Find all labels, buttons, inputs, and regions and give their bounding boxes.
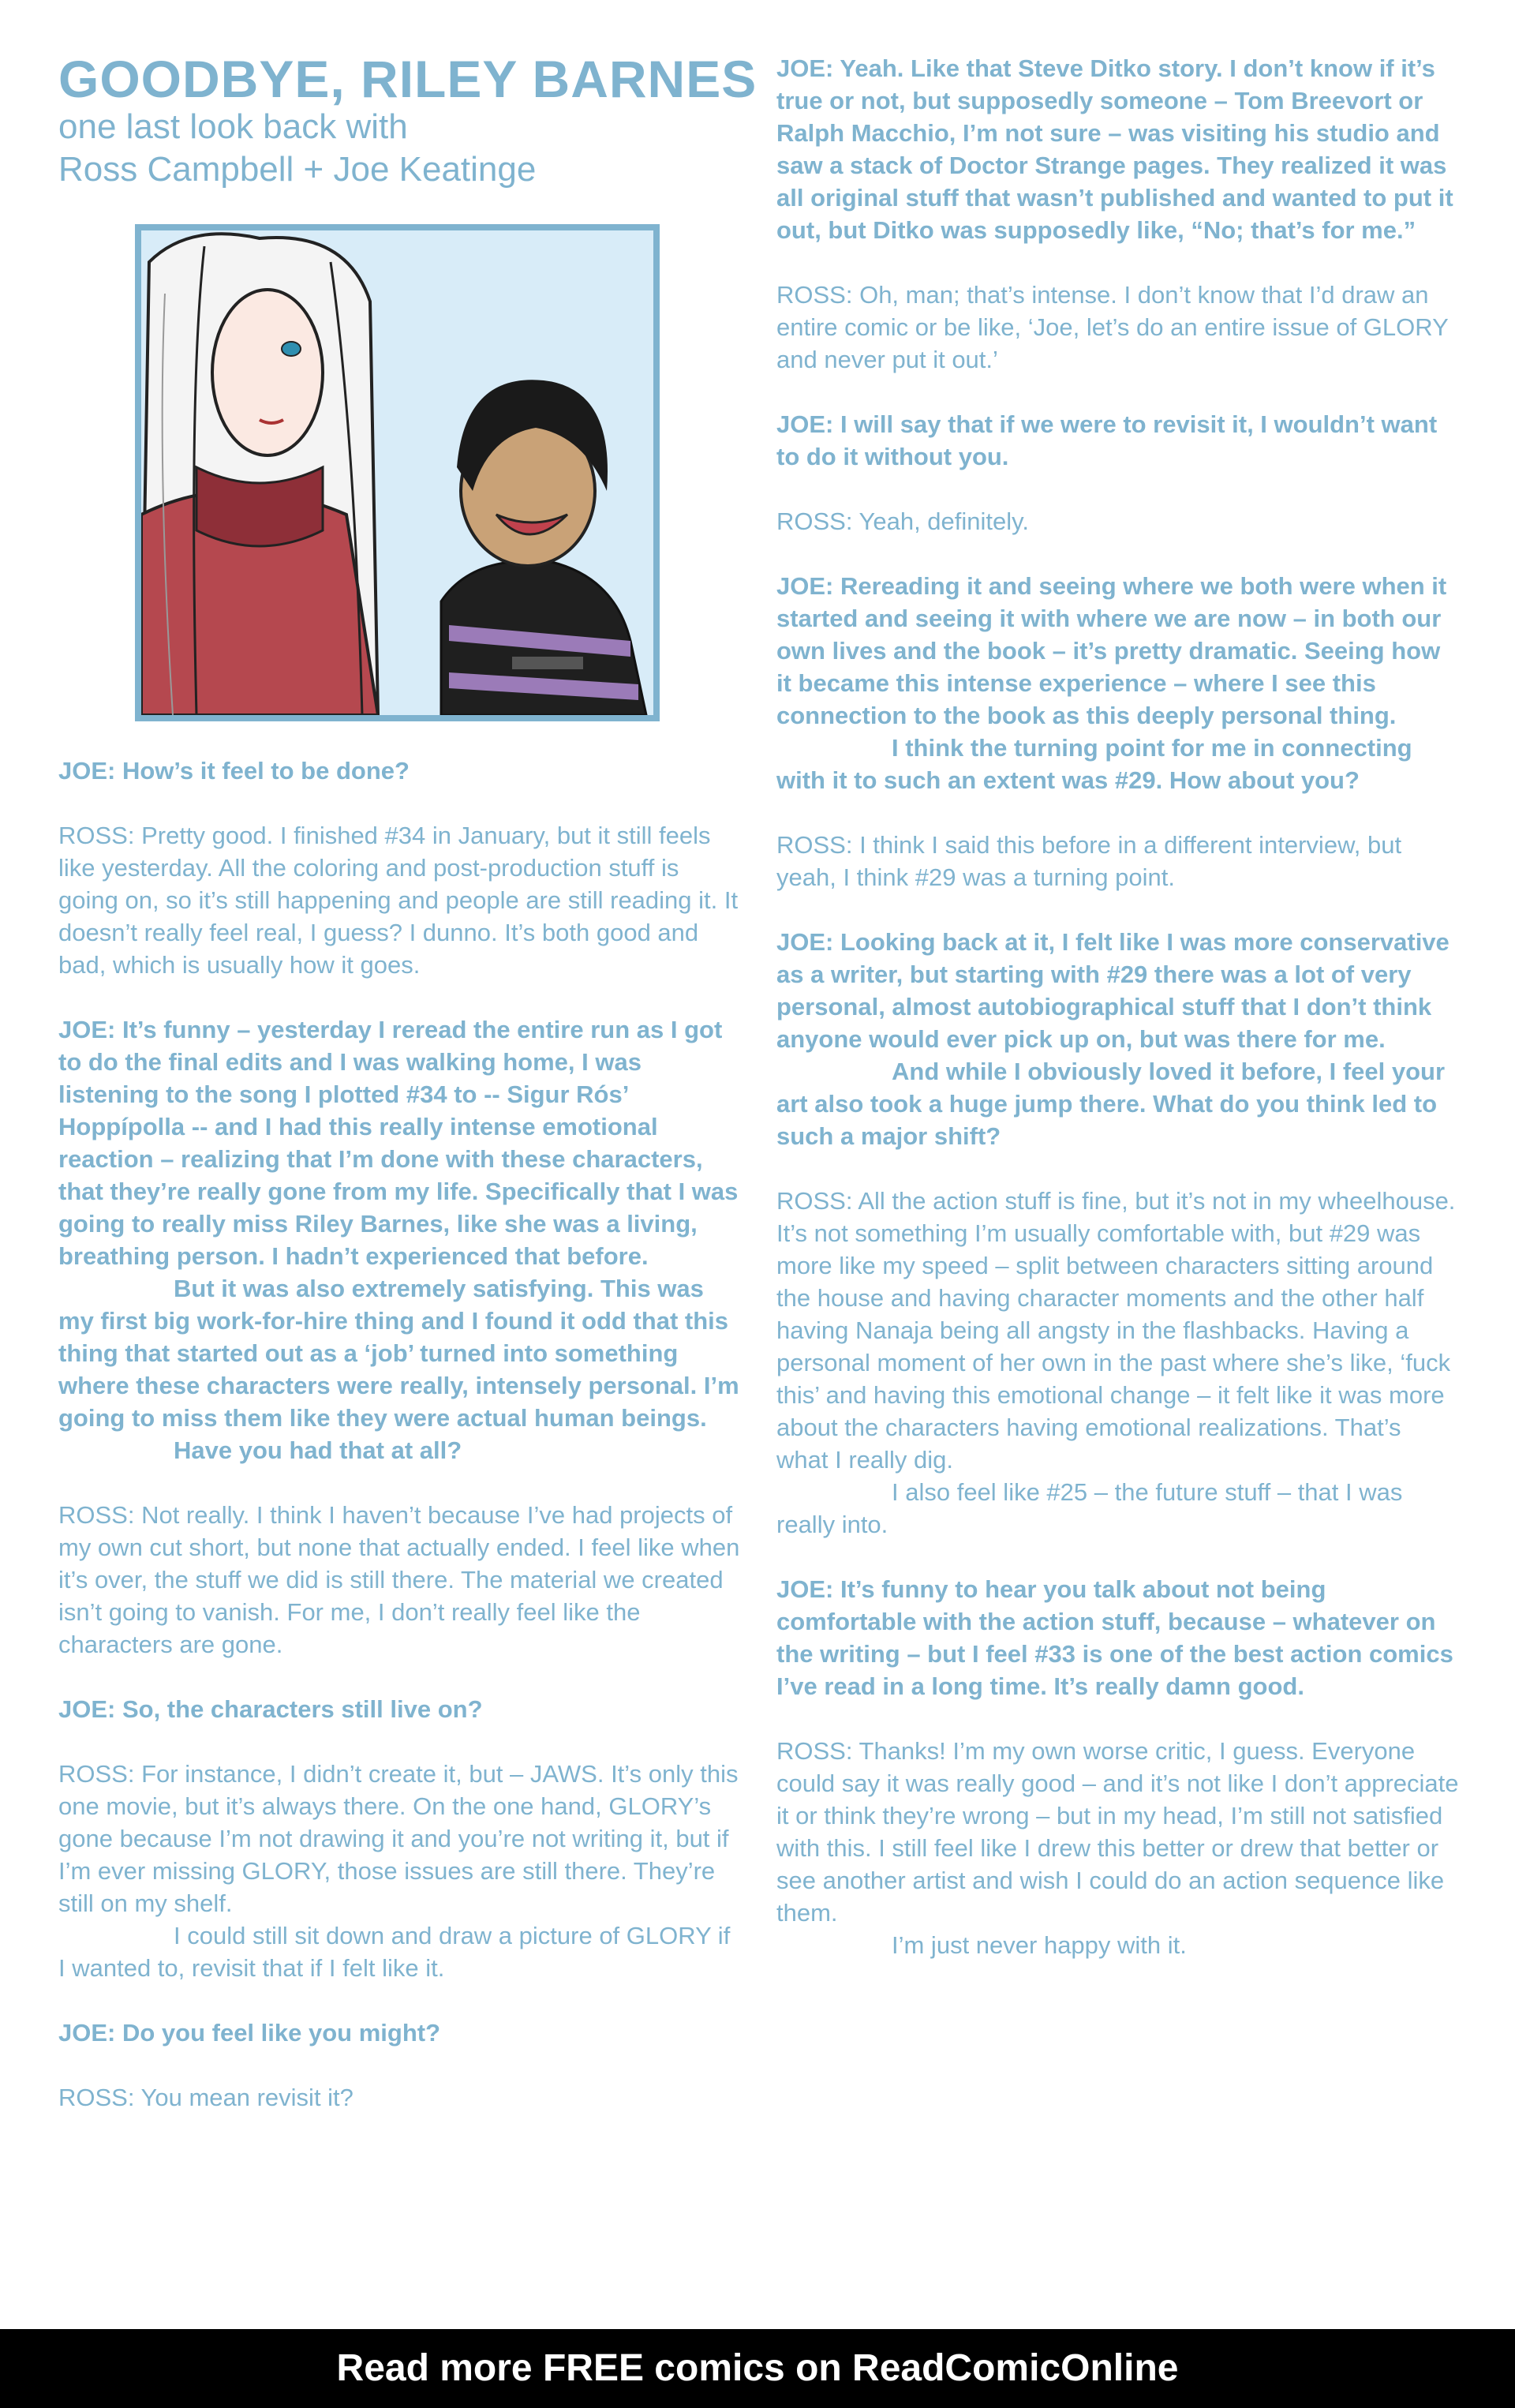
joe-text: I think the turning point for me in connecting with it to such an extent was #29. How about you? <box>776 734 1412 794</box>
joe-paragraph <box>776 570 1459 796</box>
joe-paragraph <box>58 1013 741 1466</box>
joe-paragraph <box>58 755 741 787</box>
joe-paragraph <box>776 52 1459 246</box>
ross-text: ROSS: Oh, man; that’s intense. I don’t know that I’d draw an entire comic or be like, ‘Joe, let’s do an entire issue of GLORY and never put it out.’ <box>776 281 1449 373</box>
subtitle-credits: Ross Campbell + Joe Keatinge <box>58 150 537 189</box>
interview-left-column <box>58 755 741 2146</box>
characters-illustration <box>141 230 653 715</box>
ross-paragraph <box>776 279 1459 376</box>
joe-paragraph <box>776 926 1459 1152</box>
ross-text: I could still sit down and draw a picture of GLORY if I wanted to, revisit that if I felt like it. <box>58 1922 731 1982</box>
ross-paragraph <box>58 1499 741 1661</box>
promo-footer-banner[interactable]: Read more FREE comics on ReadComicOnline <box>0 2329 1515 2408</box>
joe-text: JOE: It’s funny to hear you talk about not being comfortable with the action stuff, because – whatever on the writing – but I feel #33 is one of the best action comics I’ve read in a long time. It’s really damn good. <box>776 1575 1453 1700</box>
ross-text: ROSS: Yeah, definitely. <box>776 507 1029 535</box>
joe-text: JOE: I will say that if we were to revisit it, I wouldn’t want to do it without you. <box>776 410 1438 470</box>
ross-text: ROSS: Not really. I think I haven’t because I’ve had projects of my own cut short, but none that actually ended. I feel like when it’s over, the stuff we did is still there. The material we created isn’t going to vanish. For me, I don’t really feel like the characters are gone. <box>58 1501 740 1658</box>
article-title: GOODBYE, RILEY BARNES <box>58 50 758 108</box>
ross-paragraph <box>776 829 1459 893</box>
joe-text: But it was also extremely satisfying. This was my first big work-for-hire thing and I found it odd that this thing that started out as a ‘job’ turned into something where these characters were really, intensely personal. I’m going to miss them like they were actual human beings. <box>58 1275 739 1432</box>
joe-text: JOE: Do you feel like you might? <box>58 2019 441 2047</box>
subtitle-line: one last look back with <box>58 107 408 146</box>
ross-text: I also feel like #25 – the future stuff – that I was really into. <box>776 1478 1403 1538</box>
ross-text: ROSS: I think I said this before in a different interview, but yeah, I think #29 was a turning point. <box>776 831 1402 891</box>
ross-paragraph <box>58 819 741 981</box>
joe-text: JOE: Rereading it and seeing where we both were when it started and seeing it with where we are now – in both our own lives and the book – it’s pretty dramatic. Seeing how it became this intense experience – where I see this connection to the book as this deeply personal thing. <box>776 572 1447 729</box>
ross-text: ROSS: All the action stuff is fine, but it’s not in my wheelhouse. It’s not something I’m usually comfortable with, but #29 was more like my speed – split between characters sitting around the house and having character moments and the other half having Nanaja being all angsty in the flashbacks. Having a personal moment of her own in the past where she’s like, ‘fuck this’ and having this emotional change – it felt like it was more about the characters having emotional realizations. That’s what I really dig. <box>776 1187 1456 1474</box>
joe-text: JOE: Looking back at it, I felt like I was more conservative as a writer, but starting with #29 there was a lot of very personal, almost autobiographical stuff that I don’t think anyone would ever pick up on, but was there for me. <box>776 928 1450 1053</box>
joe-text: Have you had that at all? <box>174 1436 462 1464</box>
joe-paragraph <box>58 1693 741 1725</box>
article-subtitle <box>58 106 536 191</box>
joe-paragraph <box>58 2017 741 2049</box>
ross-text: ROSS: You mean revisit it? <box>58 2084 354 2111</box>
comic-illustration <box>135 224 660 721</box>
ross-paragraph <box>776 1185 1459 1541</box>
joe-text: JOE: Yeah. Like that Steve Ditko story. I don’t know if it’s true or not, but supposedly someone – Tom Breevort or Ralph Macchio, I’m not sure – was visiting his studio and saw a stack of Doctor Strange pages. They realized it was all original stuff that wasn’t published and wanted to put it out, but Ditko was supposedly like, “No; that’s for me.” <box>776 54 1453 244</box>
ross-paragraph <box>776 505 1459 537</box>
ross-text: ROSS: Thanks! I’m my own worse critic, I guess. Everyone could say it was really good – and it’s not like I don’t appreciate it or think they’re wrong – but in my head, I’m still not satisfied with this. I still feel like I drew this better or drew that better or see another artist and wish I could do an action sequence like them. <box>776 1737 1459 1927</box>
joe-text: JOE: It’s funny – yesterday I reread the entire run as I got to do the final edits and I was walking home, I was listening to the song I plotted #34 to -- Sigur Rós’ Hoppípolla -- and I had this really intense emotional reaction – realizing that I’m done with these characters, that they’re really gone from my life. Specifically that I was going to really miss Riley Barnes, like she was a living, breathing person. I hadn’t experienced that before. <box>58 1016 739 1270</box>
joe-text: And while I obviously loved it before, I feel your art also took a huge jump there. What do you think led to such a major shift? <box>776 1058 1446 1150</box>
joe-paragraph <box>776 408 1459 473</box>
joe-paragraph <box>776 1573 1459 1702</box>
ross-paragraph <box>58 1758 741 1984</box>
interview-right-column <box>776 52 1459 1994</box>
joe-text: JOE: How’s it feel to be done? <box>58 757 410 785</box>
ross-paragraph <box>776 1735 1459 1961</box>
ross-text: I’m just never happy with it. <box>892 1931 1187 1959</box>
ross-text: ROSS: For instance, I didn’t create it, but – JAWS. It’s only this one movie, but it’s always there. On the one hand, GLORY’s gone because I’m not drawing it and you’re not writing it, but if I’m ever missing GLORY, those issues are still there. They’re still on my shelf. <box>58 1760 739 1917</box>
joe-text: JOE: So, the characters still live on? <box>58 1695 483 1723</box>
ross-paragraph <box>58 2081 741 2114</box>
ross-text: ROSS: Pretty good. I finished #34 in January, but it still feels like yesterday. All the coloring and post-production stuff is going on, so it’s still happening and people are still reading it. It doesn’t really feel real, I guess? I dunno. It’s both good and bad, which is usually how it goes. <box>58 822 739 979</box>
